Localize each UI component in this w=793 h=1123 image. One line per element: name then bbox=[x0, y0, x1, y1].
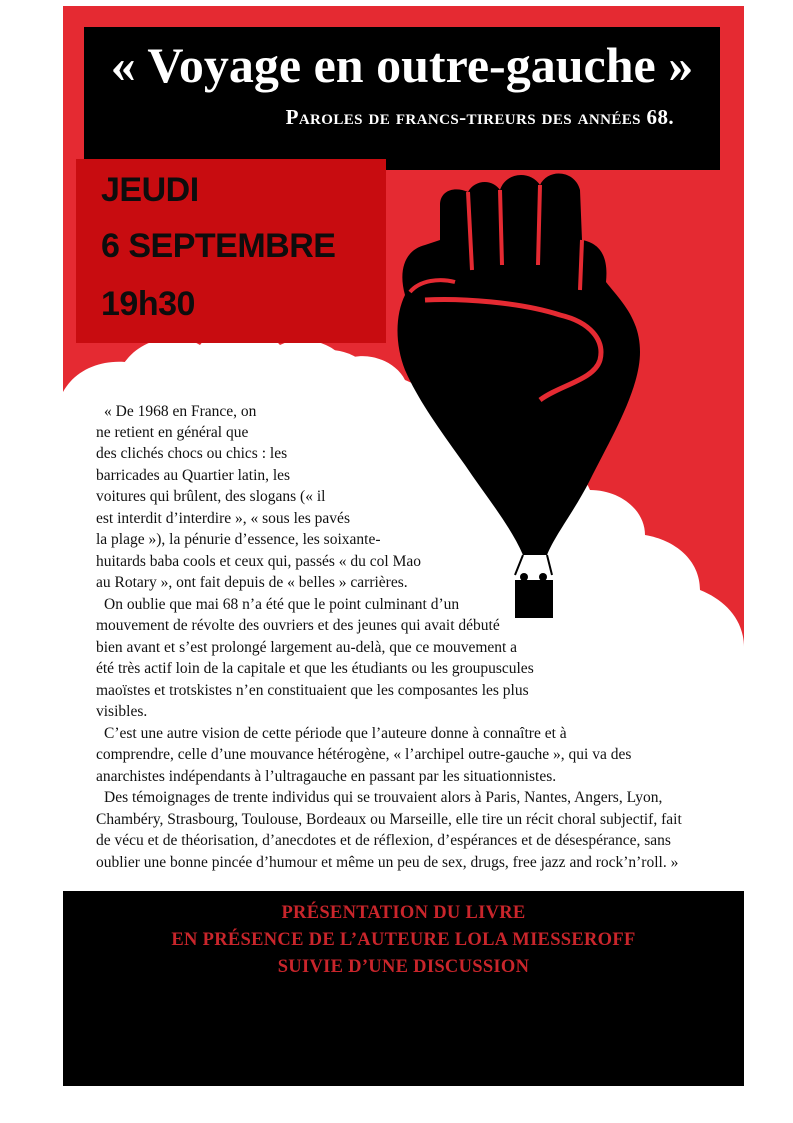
text-line: C’est une autre vision de cette période que l’auteure donne à connaître et à bbox=[104, 725, 567, 742]
event-time: 19h30 bbox=[101, 285, 195, 323]
text-line: bien avant et s’est prolongé largement au-delà, que ce mouvement a bbox=[96, 639, 518, 656]
text-line: de vécu et de théorisation, d’anecdotes et de réflexion, d’espérances et de désespérance, sans bbox=[96, 832, 671, 849]
text-line: maoïstes et trotskistes n’en constituaient que les composantes les plus bbox=[96, 682, 529, 699]
footer-line-discussion: SUIVIE D’UNE DISCUSSION bbox=[277, 957, 530, 977]
text-line: anarchistes indépendants à l’ultragauche en passant par les situationnistes. bbox=[96, 768, 557, 785]
title-banner bbox=[84, 27, 720, 170]
text-line: mouvement de révolte des ouvriers et des jeunes qui avait débuté bbox=[96, 617, 500, 634]
text-line: comprendre, celle d’une mouvance hétérogène, « l’archipel outre-gauche », qui va des bbox=[96, 746, 632, 763]
event-day: JEUDI bbox=[101, 171, 199, 209]
text-line: Chambéry, Strasbourg, Toulouse, Bordeaux ou Marseille, elle tire un récit choral subjectif, fait bbox=[96, 811, 682, 828]
text-line: barricades au Quartier latin, les bbox=[96, 467, 291, 484]
page-title: « Voyage en outre-gauche » bbox=[110, 37, 694, 93]
footer-line-presentation: PRÉSENTATION DU LIVRE bbox=[281, 903, 526, 923]
event-date: 6 SEPTEMBRE bbox=[101, 227, 336, 265]
text-line: au Rotary », ont fait depuis de « belles » carrières. bbox=[96, 574, 408, 591]
text-line: la plage »), la pénurie d’essence, les soixante- bbox=[96, 531, 381, 548]
text-line: Des témoignages de trente individus qui se trouvaient alors à Paris, Nantes, Angers, Lyon, bbox=[104, 789, 663, 806]
text-line: huitards baba cools et ceux qui, passés « du col Mao bbox=[96, 553, 421, 570]
text-line: « De 1968 en France, on bbox=[104, 403, 257, 420]
event-date-box bbox=[76, 159, 386, 343]
text-line: des clichés chocs ou chics : les bbox=[96, 445, 288, 462]
text-line: ne retient en général que bbox=[96, 424, 249, 441]
text-line: voitures qui brûlent, des slogans (« il bbox=[96, 488, 326, 505]
footer-line-author: EN PRÉSENCE DE L’AUTEURE LOLA MIESSEROFF bbox=[171, 930, 636, 950]
text-line: visibles. bbox=[96, 703, 148, 720]
text-line: On oublie que mai 68 n’a été que le point culminant d’un bbox=[104, 596, 460, 613]
page-subtitle: Paroles de francs-tireurs des années 68. bbox=[285, 105, 674, 129]
text-line: oublier une bonne pincée d’humour et même un peu de sex, drugs, free jazz and rock’n’roll. » bbox=[96, 854, 679, 871]
text-line: été très actif loin de la capitale et que les étudiants ou les groupuscules bbox=[96, 660, 534, 677]
event-footer bbox=[63, 891, 744, 1086]
text-line: est interdit d’interdire », « sous les pavés bbox=[96, 510, 350, 527]
